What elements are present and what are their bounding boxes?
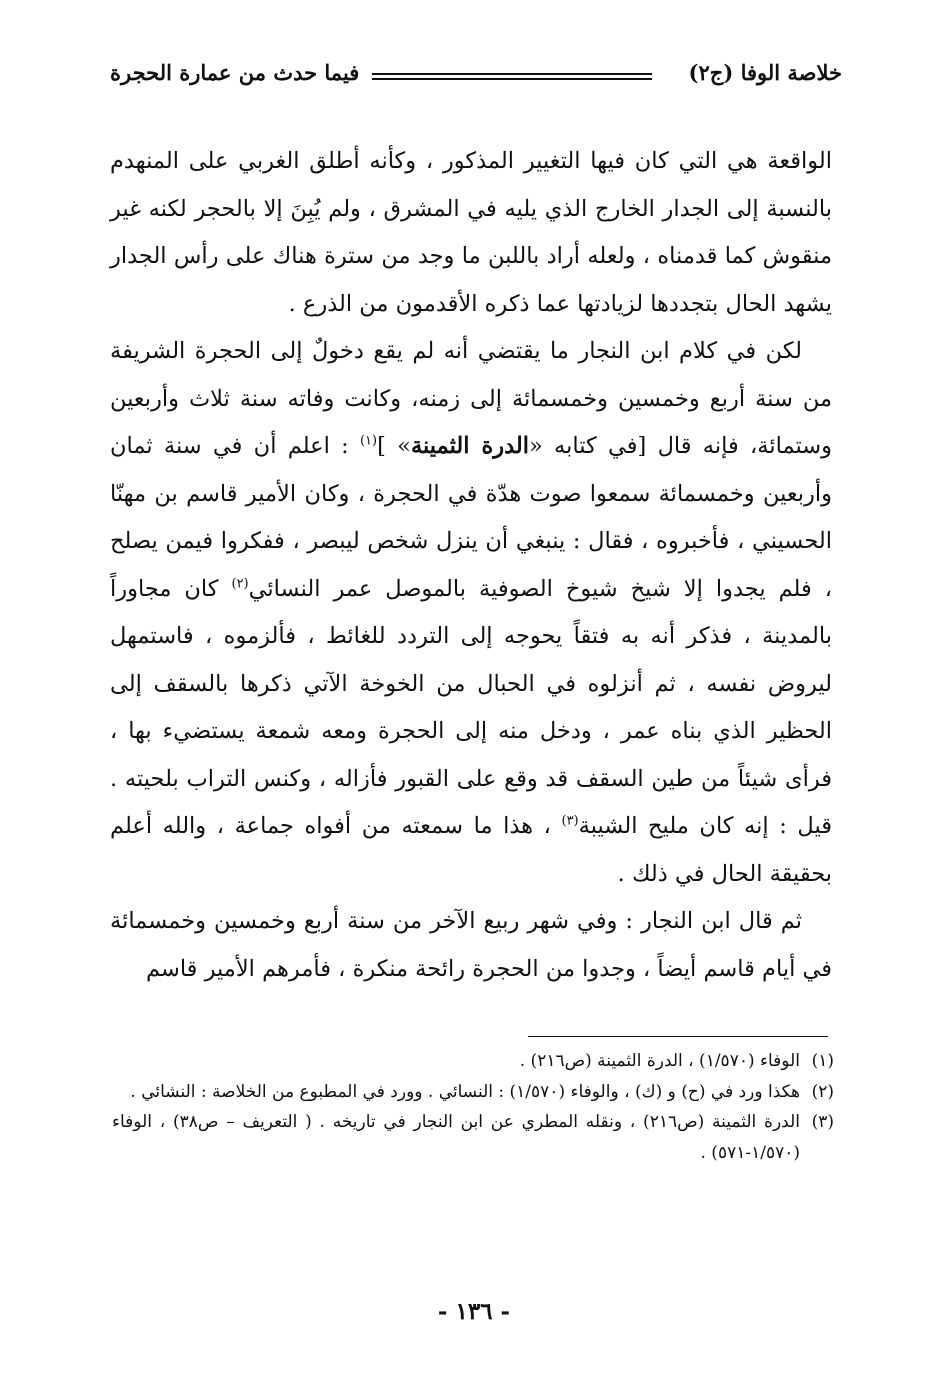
main-text: [110, 138, 832, 993]
footnote-number: (١): [811, 1051, 834, 1071]
text-line: فأخبروه ، فقال : ينبغي أن ينزل شخص ليبصر ، ففكروا فيمن يصلح ، فلم يجدوا: [110, 528, 833, 602]
footnote-number: (٢): [811, 1081, 834, 1102]
paragraph-2: [110, 328, 832, 898]
text-line: فتقاً يحوجه إلى التردد للغائط ، فألزموه ، فاستمهل ليروض نفسه ، ثم أنزلوه في: [110, 623, 833, 697]
book-title-bold: الدرة الثمينة: [410, 433, 530, 459]
page-number: - ١٣٦ -: [437, 1298, 511, 1325]
footnote-ref-1[interactable]: (١): [359, 433, 378, 449]
text-fragment: ، هذا ما: [473, 813, 562, 839]
footnote-ref-3[interactable]: (٣): [561, 813, 579, 829]
text-fragment: : اعلم أن في سنة ثمان وأربعين: [110, 433, 833, 507]
text-line: إلا شيخ شيوخ الصوفية بالموصل عمر النسائي: [248, 575, 703, 602]
footnote-number: (٣): [811, 1112, 834, 1132]
footnote-1: [112, 1046, 834, 1077]
text-line: وخمسمائة سمعوا صوت هدّة في الحجرة ، وكان الأمير قاسم بن مهنّا الحسيني ،: [110, 480, 833, 554]
section-title: فيما حدث من عمارة الحجرة: [110, 60, 360, 85]
text-line: القبور فأزاله ، وكنس التراب بلحيته . قيل : إنه كان مليح الشيبة: [110, 765, 833, 839]
text-line: إلى الحجرة ومعه شمعة يستضيء بها ، فرأى شيئاً من طين السقف قد وقع على: [110, 718, 833, 792]
text-line: قدمناه ، ولعله أراد باللبن ما وجد من سترة هناك على رأس الجدار يشهد الحال: [110, 243, 832, 317]
text-line: الواقعة هي التي كان فيها التغيير المذكور ، وكأنه أطلق الغربي على المنهدم بالنسبة: [110, 148, 832, 222]
footnote-3: [112, 1107, 834, 1168]
running-header: [110, 60, 842, 94]
text-line: سمعته من أفواه جماعة ، والله أعلم بحقيقة الحال في ذلك .: [110, 813, 832, 887]
header-double-rule: [372, 73, 652, 80]
footnote-2: [112, 1077, 834, 1108]
text-line: ثم قال ابن النجار : وفي شهر ربيع الآخر من سنة أربع وخمسين وخمسمائة: [110, 908, 802, 934]
text-line: فإنه قال [في كتابه «: [529, 433, 739, 459]
text-line: لكن في كلام ابن النجار ما يقتضي أنه لم يقع دخولٌ إلى الحجرة الشريفة من: [110, 338, 833, 412]
text-line: في أيام قاسم أيضاً ، وجدوا من الحجرة رائحة منكرة ، فأمرهم الأمير قاسم: [146, 955, 832, 982]
footnote-text: الوفاء (١/٥٧٠) ، الدرة الثمينة (ص٢١٦) .: [519, 1051, 800, 1071]
book-title: خلاصة الوفا (ج٢): [688, 60, 842, 85]
paragraph-1: [110, 138, 832, 328]
footnote-text: الدرة الثمينة (ص٢١٦) ، ونقله المطري عن ابن النجار في تاريخه . ( التعريف – ص٣٨) ، الوفاء (١/٥٧٠-٥٧١) .: [112, 1112, 800, 1163]
footnote-ref-2[interactable]: (٢): [231, 576, 249, 591]
text-line: بتجددها لزيادتها عما ذكره الأقدمون من الذرع .: [288, 290, 719, 317]
footnote-text: هكذا ورد في (ح) و (ك) ، والوفاء (١/٥٧٠) : النسائي . وورد في المطبوع من الخلاصة : النشائي .: [130, 1081, 800, 1102]
text-line: إلى الجدار الخارج الذي يليه في المشرق ، ولم يُبِنَ إلا بالحجر لكنه غير منقوش كما: [110, 195, 832, 269]
footnotes: [112, 1046, 834, 1168]
footnote-separator: [528, 1036, 828, 1037]
text-line: سنة أربع وخمسين وخمسمائة إلى زمنه، وكانت وفاته سنة ثلاث وأربعين وستمائة،: [110, 385, 832, 459]
text-line: الحبال من الخوخة الآتي ذكرها بالسقف إلى الحظير الذي بناه عمر ، ودخل منه: [110, 670, 832, 744]
text-fragment: » ]: [377, 433, 411, 459]
paragraph-3: [110, 898, 832, 993]
text-fragment: كان مجاوراً بالمدينة ، فذكر أنه به: [110, 575, 833, 649]
